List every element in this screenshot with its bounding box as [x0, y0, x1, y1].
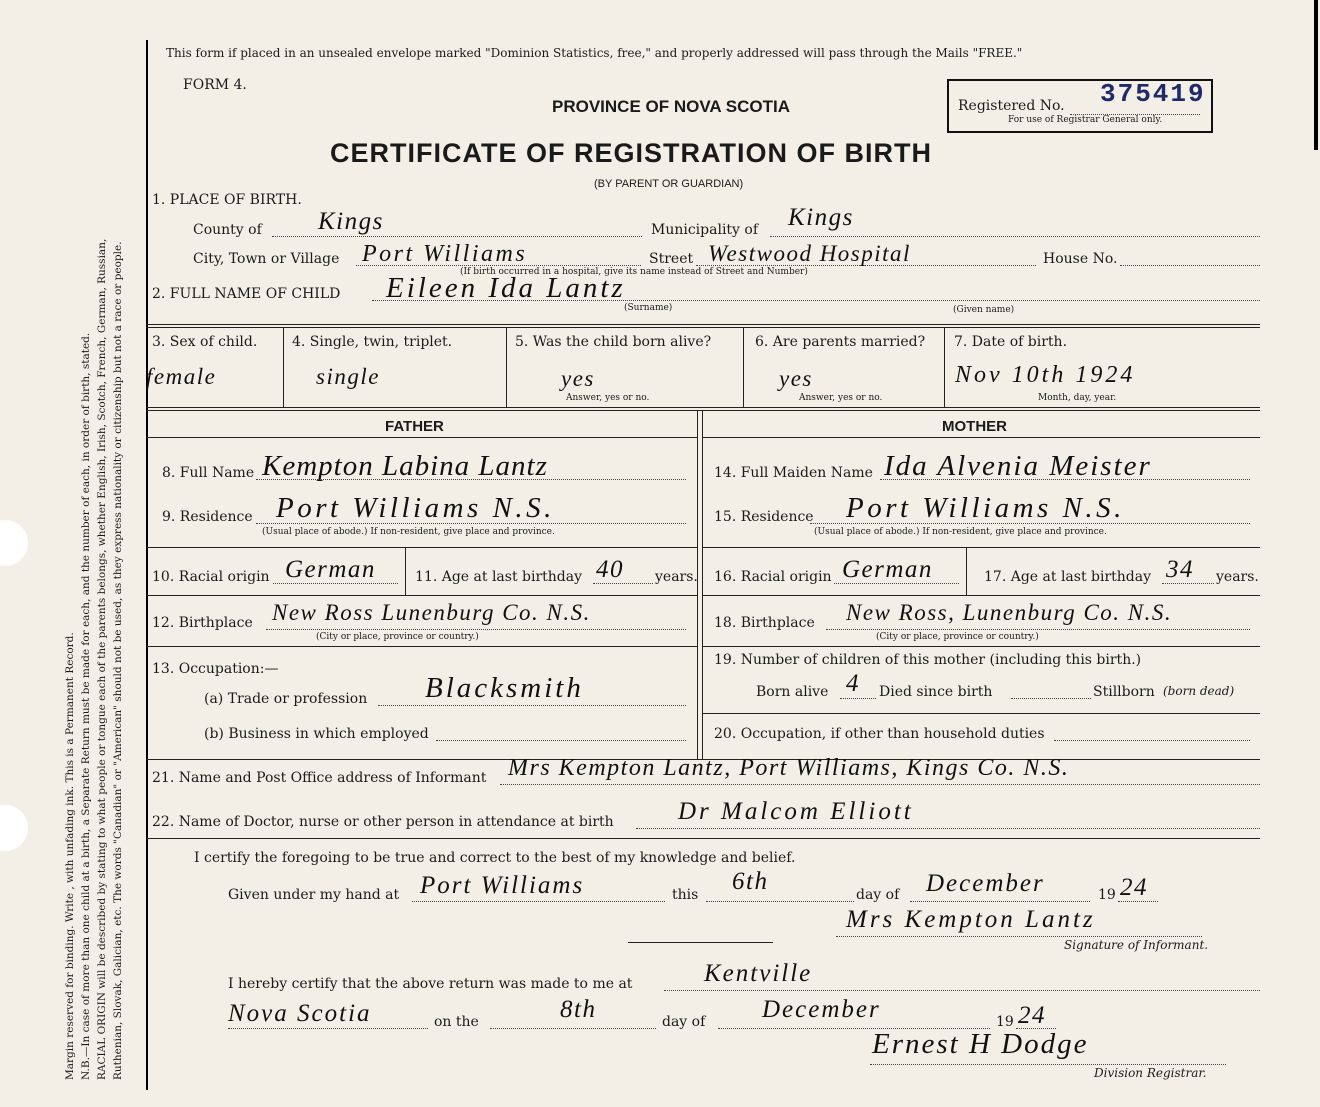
trade-label: (a) Trade or profession [204, 691, 368, 707]
margin-note: Ruthenian, Slovak, Galician, etc. The words "Canadian" or "American" should not be used, as they express nationality or citizenship but not a race or people. [112, 241, 124, 1080]
city-label: City, Town or Village [193, 251, 340, 267]
certificate-title: CERTIFICATE OF REGISTRATION OF BIRTH [330, 138, 932, 168]
mother-years-label: years. [1216, 569, 1259, 585]
mail-notice: This form if placed in an unsealed envelope marked "Dominion Statistics, free," and properly addressed will pass through the Mails "FREE." [166, 46, 1023, 60]
mother-residence-value: Port Williams N.S. [846, 492, 1125, 524]
mother-abode-note: (Usual place of abode.) If non-resident, give place and province. [814, 527, 1107, 537]
parents-married-label: 6. Are parents married? [755, 334, 926, 350]
municipality-value: Kings [788, 204, 854, 231]
stillborn-label: Stillborn [1093, 684, 1155, 700]
mother-name-value: Ida Alvenia Meister [884, 450, 1152, 482]
certificate-subtitle: (BY PARENT OR GUARDIAN) [594, 178, 744, 190]
this-label: this [672, 887, 699, 903]
plurality-value: single [316, 364, 380, 389]
date-of-birth-value: Nov 10th 1924 [955, 362, 1136, 388]
children-count-label: 19. Number of children of this mother (including this birth.) [714, 652, 1142, 668]
on-the-label: on the [434, 1014, 479, 1030]
registered-label: Registered No. [958, 98, 1065, 114]
punch-hole [0, 805, 28, 851]
mother-birthplace-value: New Ross, Lunenburg Co. N.S. [846, 600, 1173, 625]
father-age-label: 11. Age at last birthday [415, 569, 583, 585]
father-heading: FATHER [385, 418, 444, 435]
stillborn-note: (born dead) [1163, 684, 1235, 698]
margin-instructions [62, 45, 142, 1080]
margin-note: RACIAL ORIGIN will be described by stating to what people or tongue each of the parents belongs, whether English, Irish, Scotch, French, German, Russian, [96, 238, 108, 1080]
born-alive-count-value: 4 [846, 670, 860, 697]
registrar-day-value: 8th [560, 996, 597, 1023]
father-age-value: 40 [596, 556, 624, 583]
date-note: Month, day, year. [1038, 393, 1117, 403]
county-value: Kings [318, 208, 384, 235]
mother-occupation-label: 20. Occupation, if other than household duties [714, 726, 1045, 742]
form-number: FORM 4. [183, 77, 247, 93]
street-label: Street [649, 251, 694, 267]
informant-signature: Mrs Kempton Lantz [846, 906, 1096, 933]
occupation-label: 13. Occupation:— [152, 661, 279, 677]
registrar-year-value: 24 [1018, 1002, 1046, 1029]
margin-note: N.B.—In case of more than one child at a birth, a Separate Return must be made for each, and the number of each, in order of birth, stated. [80, 332, 92, 1080]
doctor-label: 22. Name of Doctor, nurse or other person in attendance at birth [152, 814, 614, 830]
street-value: Westwood Hospital [708, 241, 911, 266]
registrar-note: For use of Registrar General only. [1008, 115, 1163, 125]
sex-value: female [146, 364, 217, 389]
given-under-hand-label: Given under my hand at [228, 887, 400, 903]
day-of-label: day of [856, 887, 900, 903]
hospital-note: (If birth occurred in a hospital, give its name instead of Street and Number) [460, 267, 808, 277]
father-race-value: German [285, 556, 376, 583]
father-race-label: 10. Racial origin [152, 569, 270, 585]
city-value: Port Williams [362, 241, 528, 267]
mother-race-label: 16. Racial origin [714, 569, 832, 585]
mother-birthplace-note: (City or place, province or country.) [876, 632, 1039, 642]
informant-label: 21. Name and Post Office address of Informant [152, 770, 487, 786]
father-birthplace-label: 12. Birthplace [152, 615, 253, 631]
place-of-birth-label: 1. PLACE OF BIRTH. [152, 192, 302, 208]
answer-note: Answer, yes or no. [799, 393, 883, 403]
registrar-day-of-label: day of [662, 1014, 706, 1030]
father-residence-label: 9. Residence [162, 509, 253, 525]
given-place-value: Port Williams [420, 872, 585, 899]
father-abode-note: (Usual place of abode.) If non-resident, give place and province. [262, 527, 555, 537]
parents-married-value: yes [779, 366, 813, 391]
plurality-label: 4. Single, twin, triplet. [292, 334, 453, 350]
date-of-birth-label: 7. Date of birth. [954, 334, 1068, 350]
certification-year-prefix: 19 [1098, 887, 1116, 903]
born-alive-value: yes [561, 366, 595, 391]
certification-day-value: 6th [732, 868, 769, 895]
father-name-label: 8. Full Name [162, 465, 255, 481]
father-birthplace-value: New Ross Lunenburg Co. N.S. [272, 600, 591, 625]
mother-name-label: 14. Full Maiden Name [714, 465, 873, 481]
house-number-label: House No. [1043, 251, 1118, 267]
mother-residence-label: 15. Residence [714, 509, 814, 525]
answer-note: Answer, yes or no. [566, 393, 650, 403]
division-registrar-label: Division Registrar. [1094, 1066, 1207, 1080]
father-years-label: years. [655, 569, 698, 585]
born-alive-label: 5. Was the child born alive? [515, 334, 712, 350]
mother-age-value: 34 [1166, 556, 1194, 583]
died-since-birth-label: Died since birth [879, 684, 993, 700]
mother-birthplace-label: 18. Birthplace [714, 615, 815, 631]
business-label: (b) Business in which employed [204, 726, 429, 742]
child-name-label: 2. FULL NAME OF CHILD [152, 286, 341, 302]
registrar-month-value: December [762, 996, 881, 1023]
registrar-signature: Ernest H Dodge [872, 1028, 1089, 1060]
registrar-place-value: Kentville [704, 960, 813, 987]
registrar-year-prefix: 19 [996, 1014, 1014, 1030]
margin-note: Margin reserved for binding. Write , with unfading ink. This is a Permanent Record. [64, 632, 76, 1080]
trade-value: Blacksmith [425, 672, 584, 704]
certification-month-value: December [926, 870, 1045, 897]
informant-value: Mrs Kempton Lantz, Port Williams, Kings Co. N.S. [508, 755, 1070, 781]
father-residence-value: Port Williams N.S. [276, 492, 555, 524]
municipality-label: Municipality of [651, 222, 759, 238]
edge-mark [1314, 0, 1318, 150]
child-name-value: Eileen Ida Lantz [386, 272, 626, 304]
mother-age-label: 17. Age at last birthday [984, 569, 1152, 585]
certification-year-value: 24 [1120, 874, 1148, 901]
doctor-value: Dr Malcom Elliott [678, 798, 914, 825]
mother-heading: MOTHER [942, 418, 1007, 435]
certification-statement: I certify the foregoing to be true and correct to the best of my knowledge and belief. [194, 850, 796, 866]
signature-of-informant-label: Signature of Informant. [1064, 938, 1209, 952]
born-alive-count-label: Born alive [756, 684, 829, 700]
registrar-province-value: Nova Scotia [228, 1000, 372, 1027]
registrar-statement: I hereby certify that the above return was made to me at [228, 976, 633, 992]
father-name-value: Kempton Labina Lantz [262, 450, 548, 482]
given-name-note: (Given name) [953, 305, 1015, 315]
margin-rule [146, 40, 148, 1090]
mother-race-value: German [842, 556, 933, 583]
county-label: County of [193, 222, 262, 238]
punch-hole [0, 520, 28, 566]
registered-number: 375419 [1100, 79, 1206, 109]
father-birthplace-note: (City or place, province or country.) [316, 632, 479, 642]
surname-note: (Surname) [624, 303, 673, 313]
sex-label: 3. Sex of child. [152, 334, 258, 350]
province-heading: PROVINCE OF NOVA SCOTIA [552, 97, 791, 116]
